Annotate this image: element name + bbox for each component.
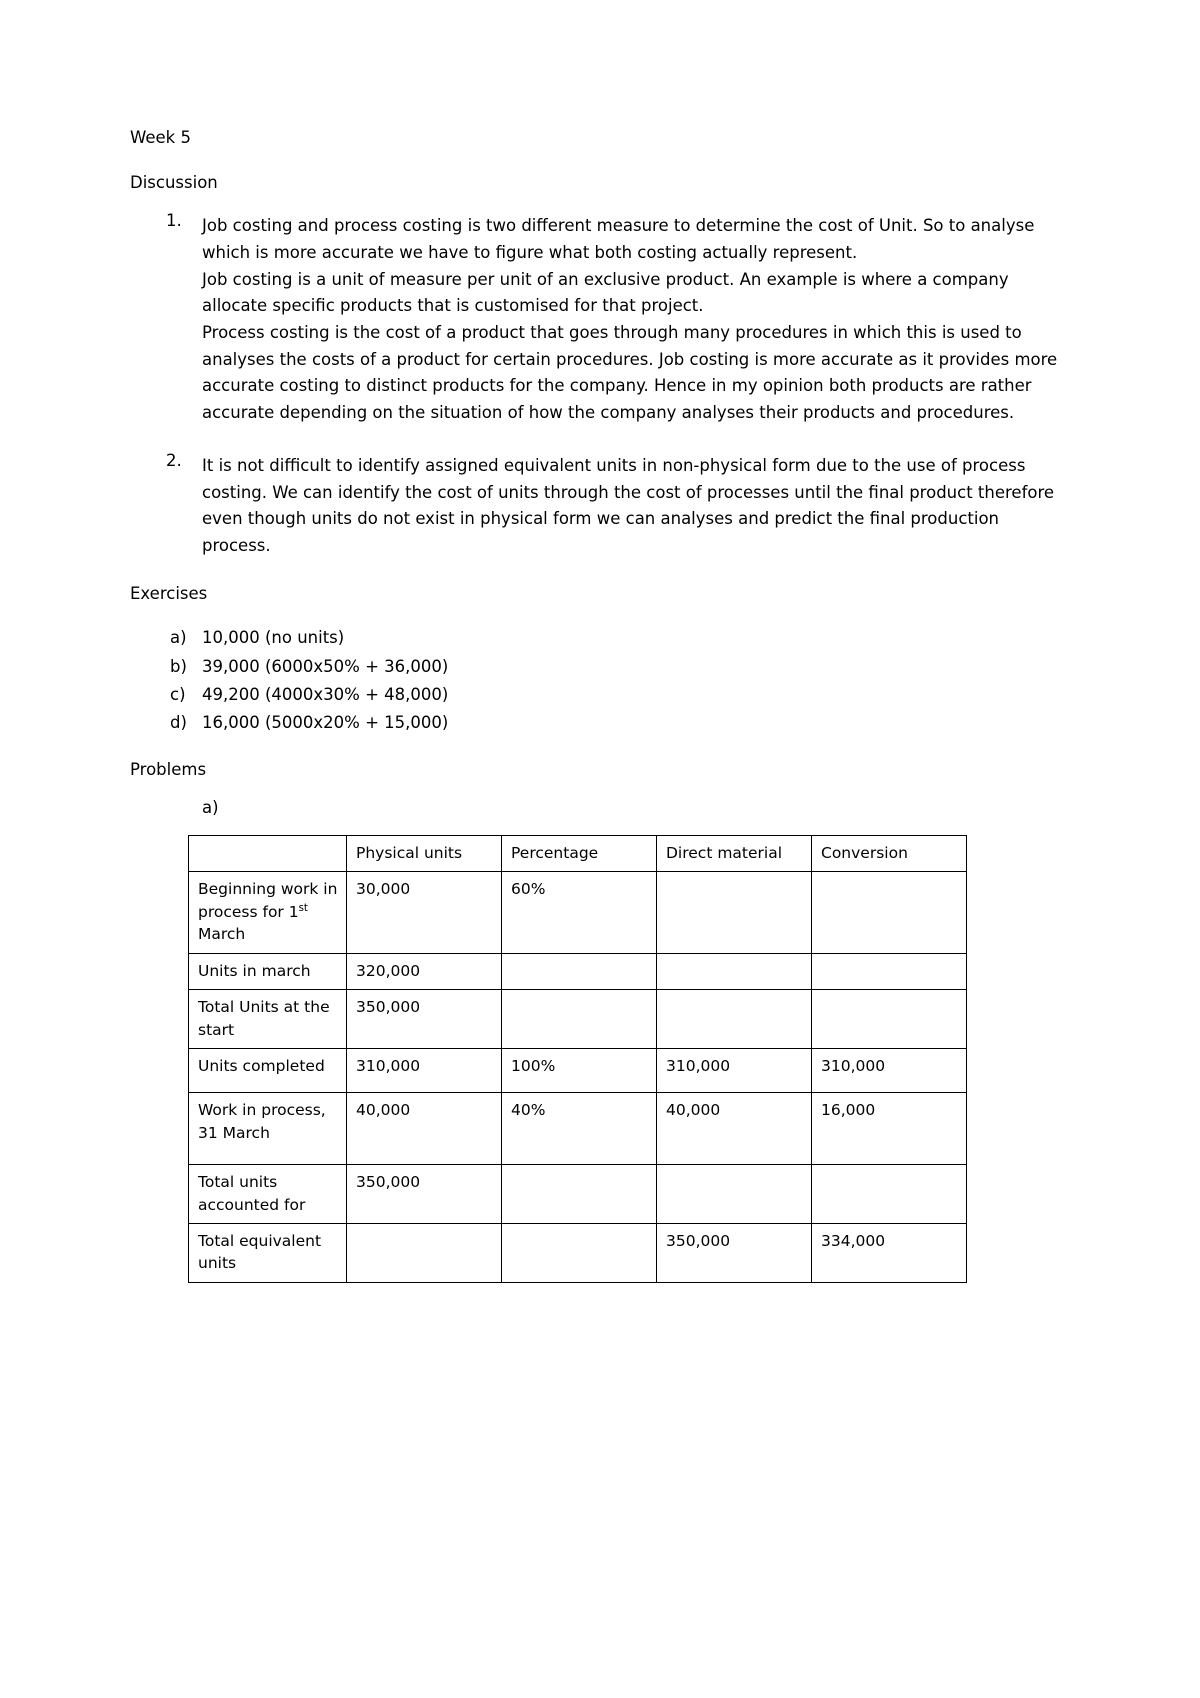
table-cell: 16,000 bbox=[812, 1093, 967, 1165]
list-item-text: 49,200 (4000x30% + 48,000) bbox=[202, 685, 449, 704]
table-cell: 40,000 bbox=[347, 1093, 502, 1165]
table-header bbox=[189, 835, 967, 871]
list-marker: b) bbox=[170, 656, 187, 676]
table-body bbox=[189, 872, 967, 1283]
table-header-cell bbox=[189, 835, 347, 871]
table-row bbox=[189, 1223, 967, 1282]
section-heading-problems: Problems bbox=[130, 759, 207, 779]
paragraph: It is not difficult to identify assigned equivalent units in non-physical form due to the use of process costing. We can identify the cost of units through the cost of processes until the final product therefore even though units do not exist in physical form we can analyses and predict the final production process. bbox=[202, 455, 1055, 556]
discussion-list bbox=[130, 213, 1070, 560]
table-cell bbox=[812, 872, 967, 953]
paragraph: Job costing is a unit of measure per unit of an exclusive product. An example is where a company allocate specific products that is customised for that project. bbox=[202, 269, 1009, 316]
list-item-text: 10,000 (no units) bbox=[202, 628, 345, 648]
list-item bbox=[130, 653, 1070, 681]
list-item-text: 16,000 (5000x20% + 15,000) bbox=[202, 713, 449, 733]
table-cell: 350,000 bbox=[347, 1165, 502, 1224]
list-item bbox=[130, 709, 1070, 737]
table-row bbox=[189, 1165, 967, 1224]
table-cell bbox=[657, 1165, 812, 1224]
list-item bbox=[130, 681, 1070, 709]
table-header-cell: Percentage bbox=[502, 835, 657, 871]
list-marker: d) bbox=[170, 713, 187, 733]
table-cell: 40,000 bbox=[657, 1093, 812, 1165]
table-row-label: Work in process, 31 March bbox=[189, 1093, 347, 1165]
table-cell: 60% bbox=[502, 872, 657, 953]
table-header-cell: Conversion bbox=[812, 835, 967, 871]
paragraph: Job costing and process costing is two different measure to determine the cost of Unit. So to analyse which is more accurate we have to figure what both costing actually represent. bbox=[202, 216, 1035, 262]
table-row bbox=[189, 1049, 967, 1093]
table-header-row bbox=[189, 835, 967, 871]
table-row-label: Total Units at the start bbox=[189, 990, 347, 1049]
section-heading-exercises: Exercises bbox=[130, 583, 208, 603]
problem-letter-a: a) bbox=[202, 798, 219, 818]
table-row-label: Units in march bbox=[189, 953, 347, 989]
table-cell: 310,000 bbox=[657, 1049, 812, 1093]
table-cell: 40% bbox=[502, 1093, 657, 1165]
table-cell bbox=[812, 1165, 967, 1224]
table-header-cell: Direct material bbox=[657, 835, 812, 871]
list-marker: c) bbox=[170, 685, 186, 704]
list-marker: a) bbox=[170, 628, 187, 648]
page-title: Week 5 bbox=[130, 128, 191, 147]
table-row-label bbox=[189, 872, 347, 953]
table-cell bbox=[657, 990, 812, 1049]
table-row-label: Total units accounted for bbox=[189, 1165, 347, 1224]
table-cell bbox=[502, 990, 657, 1049]
table-cell: 350,000 bbox=[657, 1223, 812, 1282]
list-marker: 1. bbox=[166, 211, 182, 231]
list-item bbox=[130, 213, 1070, 427]
row-label-post: March bbox=[198, 925, 246, 944]
table-cell bbox=[502, 1165, 657, 1224]
table-cell: 30,000 bbox=[347, 872, 502, 953]
list-item bbox=[130, 450, 1070, 560]
paragraph: Process costing is the cost of a product that goes through many procedures in which this is used to analyses the costs of a product for certain procedures. Job costing is more accurate as it provides more accurate costing to distinct products for the company. Hence in my opinion both products are rather accurate depending on the situation of how the company analyses their products and procedures. bbox=[202, 323, 1058, 423]
table-row bbox=[189, 990, 967, 1049]
list-item bbox=[130, 624, 1070, 652]
table-cell: 100% bbox=[502, 1049, 657, 1093]
table-cell bbox=[657, 872, 812, 953]
table-row bbox=[189, 1093, 967, 1165]
table-row-label: Total equivalent units bbox=[189, 1223, 347, 1282]
row-label-superscript: st bbox=[298, 902, 308, 914]
list-item-text: 39,000 (6000x50% + 36,000) bbox=[202, 656, 449, 676]
table-cell: 320,000 bbox=[347, 953, 502, 989]
table-row bbox=[189, 872, 967, 953]
table-row bbox=[189, 953, 967, 989]
table-cell bbox=[812, 953, 967, 989]
equivalent-units-table bbox=[188, 835, 967, 1283]
table-cell bbox=[502, 953, 657, 989]
table-cell bbox=[347, 1223, 502, 1282]
exercises-list bbox=[130, 624, 1070, 738]
table-cell bbox=[502, 1223, 657, 1282]
table-cell bbox=[812, 990, 967, 1049]
table-cell bbox=[657, 953, 812, 989]
list-marker: 2. bbox=[166, 450, 182, 470]
table-cell: 310,000 bbox=[812, 1049, 967, 1093]
row-label-pre: Beginning work in process for 1 bbox=[198, 880, 338, 921]
table-cell: 310,000 bbox=[347, 1049, 502, 1093]
table-row-label: Units completed bbox=[189, 1049, 347, 1093]
table-cell: 350,000 bbox=[347, 990, 502, 1049]
section-heading-discussion: Discussion bbox=[130, 172, 218, 192]
table-header-cell: Physical units bbox=[347, 835, 502, 871]
document-body bbox=[130, 128, 1070, 1283]
table-cell: 334,000 bbox=[812, 1223, 967, 1282]
